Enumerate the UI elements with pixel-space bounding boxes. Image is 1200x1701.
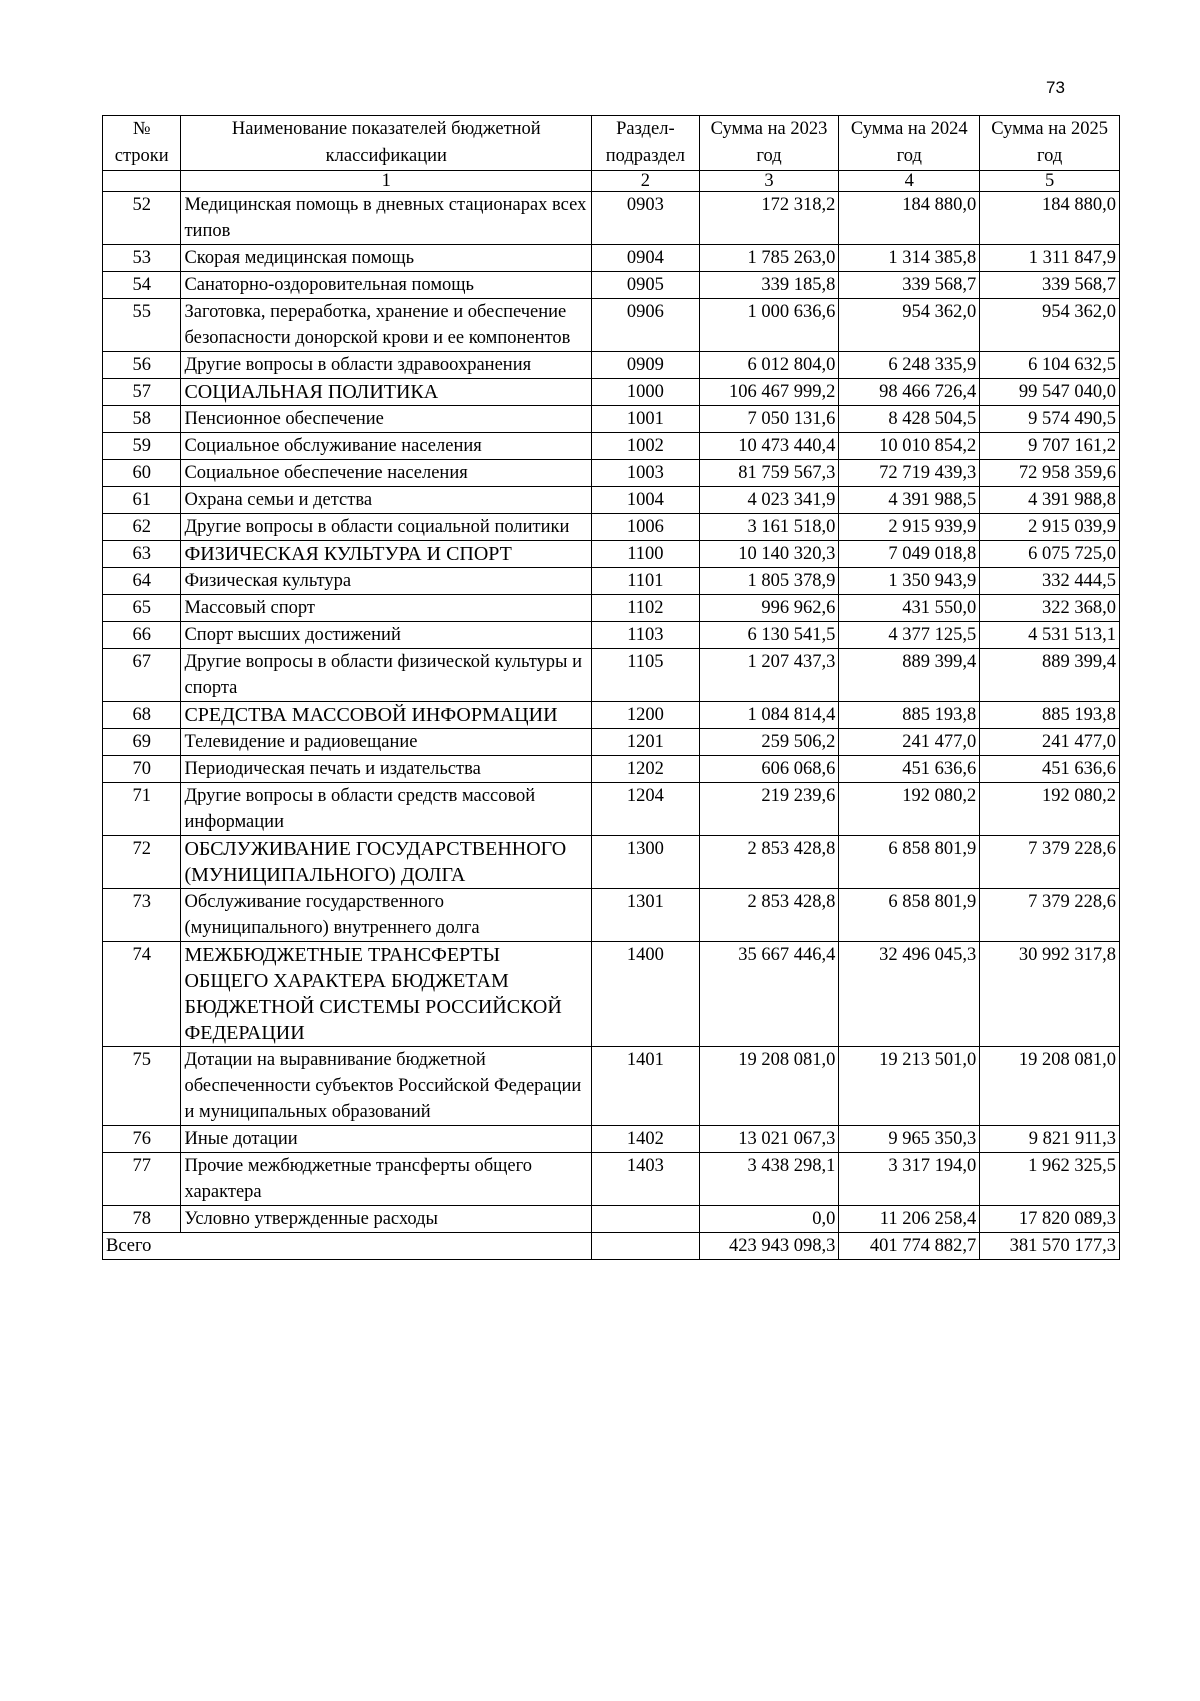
table-row: [103, 460, 1120, 487]
column-number: [103, 171, 181, 192]
row-number: 78: [103, 1206, 181, 1233]
row-number: 72: [103, 836, 181, 889]
row-number: 73: [103, 889, 181, 942]
sum-2024: 6 248 335,9: [839, 352, 980, 379]
table-row: [103, 433, 1120, 460]
sum-2023: 1 084 814,4: [699, 702, 839, 729]
row-number: 60: [103, 460, 181, 487]
sum-2024: 1 314 385,8: [839, 245, 980, 272]
sum-2023: 35 667 446,4: [699, 942, 839, 1047]
section-code: 1403: [592, 1153, 700, 1206]
table-row: [103, 568, 1120, 595]
table-row: [103, 245, 1120, 272]
sum-2023: 1 785 263,0: [699, 245, 839, 272]
table-row: [103, 514, 1120, 541]
section-code: 1204: [592, 783, 700, 836]
sum-2024: 98 466 726,4: [839, 379, 980, 406]
table-row: [103, 756, 1120, 783]
total-code-cell: [592, 1233, 700, 1260]
row-number: 58: [103, 406, 181, 433]
sum-2024: 241 477,0: [839, 729, 980, 756]
total-row: [103, 1233, 1120, 1260]
sum-2024: 954 362,0: [839, 299, 980, 352]
table-footer: [103, 1233, 1120, 1260]
row-number: 57: [103, 379, 181, 406]
total-2024: 401 774 882,7: [839, 1233, 980, 1260]
sum-2023: 1 207 437,3: [699, 649, 839, 702]
table-row: [103, 836, 1120, 889]
budget-table: [102, 115, 1120, 1260]
table-row: [103, 702, 1120, 729]
row-number: 63: [103, 541, 181, 568]
indicator-name: ОБСЛУЖИВАНИЕ ГОСУДАРСТВЕННОГО (МУНИЦИПАЛЬНОГО) ДОЛГА: [181, 836, 592, 889]
sum-2024: 1 350 943,9: [839, 568, 980, 595]
table-row: [103, 1206, 1120, 1233]
row-number: 54: [103, 272, 181, 299]
sum-2023: 4 023 341,9: [699, 487, 839, 514]
page-number: 73: [1046, 78, 1065, 97]
table-header: [103, 116, 1120, 192]
table-row: [103, 406, 1120, 433]
row-number: 71: [103, 783, 181, 836]
indicator-name: Массовый спорт: [181, 595, 592, 622]
table-row: [103, 487, 1120, 514]
indicator-name: ФИЗИЧЕСКАЯ КУЛЬТУРА И СПОРТ: [181, 541, 592, 568]
row-number: 56: [103, 352, 181, 379]
row-number: 75: [103, 1047, 181, 1126]
column-number: 3: [699, 171, 839, 192]
section-code: 1400: [592, 942, 700, 1047]
sum-2024: 19 213 501,0: [839, 1047, 980, 1126]
indicator-name: СРЕДСТВА МАССОВОЙ ИНФОРМАЦИИ: [181, 702, 592, 729]
indicator-name: Медицинская помощь в дневных стационарах всех типов: [181, 192, 592, 245]
header-sum-2023: Сумма на 2023 год: [699, 116, 839, 171]
sum-2025: 1 311 847,9: [980, 245, 1120, 272]
sum-2025: 17 820 089,3: [980, 1206, 1120, 1233]
sum-2024: 4 391 988,5: [839, 487, 980, 514]
indicator-name: Санаторно-оздоровительная помощь: [181, 272, 592, 299]
header-section-code: Раздел-подраздел: [592, 116, 700, 171]
header-sum-2024: Сумма на 2024 год: [839, 116, 980, 171]
section-code: 0903: [592, 192, 700, 245]
sum-2023: 2 853 428,8: [699, 836, 839, 889]
row-number: 74: [103, 942, 181, 1047]
sum-2025: 9 821 911,3: [980, 1126, 1120, 1153]
section-code: 1301: [592, 889, 700, 942]
sum-2023: 339 185,8: [699, 272, 839, 299]
sum-2023: 1 805 378,9: [699, 568, 839, 595]
table-row: [103, 352, 1120, 379]
indicator-name: Скорая медицинская помощь: [181, 245, 592, 272]
row-number: 62: [103, 514, 181, 541]
row-number: 59: [103, 433, 181, 460]
sum-2023: 996 962,6: [699, 595, 839, 622]
indicator-name: МЕЖБЮДЖЕТНЫЕ ТРАНСФЕРТЫ ОБЩЕГО ХАРАКТЕРА БЮДЖЕТАМ БЮДЖЕТНОЙ СИСТЕМЫ РОССИЙСКОЙ ФЕДЕРАЦИИ: [181, 942, 592, 1047]
sum-2025: 332 444,5: [980, 568, 1120, 595]
sum-2024: 8 428 504,5: [839, 406, 980, 433]
sum-2024: 339 568,7: [839, 272, 980, 299]
sum-2023: 6 130 541,5: [699, 622, 839, 649]
sum-2023: 1 000 636,6: [699, 299, 839, 352]
section-code: 1103: [592, 622, 700, 649]
table-row: [103, 889, 1120, 942]
sum-2024: 32 496 045,3: [839, 942, 980, 1047]
sum-2023: 3 438 298,1: [699, 1153, 839, 1206]
column-number: 4: [839, 171, 980, 192]
row-number: 69: [103, 729, 181, 756]
sum-2024: 9 965 350,3: [839, 1126, 980, 1153]
sum-2024: 889 399,4: [839, 649, 980, 702]
column-number: 2: [592, 171, 700, 192]
total-2023: 423 943 098,3: [699, 1233, 839, 1260]
section-code: 1102: [592, 595, 700, 622]
table-row: [103, 299, 1120, 352]
table-row: [103, 541, 1120, 568]
sum-2024: 451 636,6: [839, 756, 980, 783]
indicator-name: Другие вопросы в области средств массовой информации: [181, 783, 592, 836]
sum-2025: 241 477,0: [980, 729, 1120, 756]
sum-2023: 219 239,6: [699, 783, 839, 836]
indicator-name: Другие вопросы в области физической культуры и спорта: [181, 649, 592, 702]
sum-2025: 339 568,7: [980, 272, 1120, 299]
table-row: [103, 649, 1120, 702]
sum-2023: 0,0: [699, 1206, 839, 1233]
indicator-name: Дотации на выравнивание бюджетной обеспеченности субъектов Российской Федерации и муниципальных образований: [181, 1047, 592, 1126]
sum-2025: 4 531 513,1: [980, 622, 1120, 649]
sum-2025: 7 379 228,6: [980, 836, 1120, 889]
indicator-name: Условно утвержденные расходы: [181, 1206, 592, 1233]
sum-2025: 1 962 325,5: [980, 1153, 1120, 1206]
indicator-name: Периодическая печать и издательства: [181, 756, 592, 783]
sum-2023: 10 140 320,3: [699, 541, 839, 568]
table-row: [103, 1153, 1120, 1206]
section-code: 1401: [592, 1047, 700, 1126]
sum-2023: 6 012 804,0: [699, 352, 839, 379]
sum-2025: 889 399,4: [980, 649, 1120, 702]
indicator-name: Заготовка, переработка, хранение и обеспечение безопасности донорской крови и ее компонентов: [181, 299, 592, 352]
sum-2023: 606 068,6: [699, 756, 839, 783]
sum-2024: 4 377 125,5: [839, 622, 980, 649]
sum-2023: 10 473 440,4: [699, 433, 839, 460]
column-number-row: [103, 171, 1120, 192]
section-code: 1003: [592, 460, 700, 487]
section-code: 1004: [592, 487, 700, 514]
sum-2023: 2 853 428,8: [699, 889, 839, 942]
sum-2025: 9 707 161,2: [980, 433, 1120, 460]
table-row: [103, 622, 1120, 649]
sum-2025: 954 362,0: [980, 299, 1120, 352]
section-code: 1100: [592, 541, 700, 568]
section-code: 1105: [592, 649, 700, 702]
sum-2025: 2 915 039,9: [980, 514, 1120, 541]
sum-2023: 19 208 081,0: [699, 1047, 839, 1126]
section-code: [592, 1206, 700, 1233]
row-number: 77: [103, 1153, 181, 1206]
column-number: 1: [181, 171, 592, 192]
row-number: 66: [103, 622, 181, 649]
row-number: 70: [103, 756, 181, 783]
sum-2025: 885 193,8: [980, 702, 1120, 729]
sum-2025: 4 391 988,8: [980, 487, 1120, 514]
sum-2023: 106 467 999,2: [699, 379, 839, 406]
indicator-name: Спорт высших достижений: [181, 622, 592, 649]
sum-2025: 451 636,6: [980, 756, 1120, 783]
section-code: 1300: [592, 836, 700, 889]
sum-2024: 7 049 018,8: [839, 541, 980, 568]
indicator-name: Телевидение и радиовещание: [181, 729, 592, 756]
row-number: 68: [103, 702, 181, 729]
sum-2025: 192 080,2: [980, 783, 1120, 836]
sum-2024: 11 206 258,4: [839, 1206, 980, 1233]
sum-2024: 2 915 939,9: [839, 514, 980, 541]
indicator-name: Другие вопросы в области здравоохранения: [181, 352, 592, 379]
sum-2023: 13 021 067,3: [699, 1126, 839, 1153]
sum-2023: 81 759 567,3: [699, 460, 839, 487]
indicator-name: Другие вопросы в области социальной политики: [181, 514, 592, 541]
indicator-name: СОЦИАЛЬНАЯ ПОЛИТИКА: [181, 379, 592, 406]
sum-2025: 9 574 490,5: [980, 406, 1120, 433]
sum-2025: 99 547 040,0: [980, 379, 1120, 406]
sum-2025: 6 075 725,0: [980, 541, 1120, 568]
table-row: [103, 379, 1120, 406]
indicator-name: Обслуживание государственного (муниципального) внутреннего долга: [181, 889, 592, 942]
total-2025: 381 570 177,3: [980, 1233, 1120, 1260]
table-row: [103, 272, 1120, 299]
section-code: 1006: [592, 514, 700, 541]
indicator-name: Прочие межбюджетные трансферты общего характера: [181, 1153, 592, 1206]
sum-2024: 885 193,8: [839, 702, 980, 729]
section-code: 0909: [592, 352, 700, 379]
section-code: 1001: [592, 406, 700, 433]
indicator-name: Социальное обслуживание населения: [181, 433, 592, 460]
sum-2024: 184 880,0: [839, 192, 980, 245]
row-number: 53: [103, 245, 181, 272]
indicator-name: Социальное обеспечение населения: [181, 460, 592, 487]
column-number: 5: [980, 171, 1120, 192]
table-row: [103, 1126, 1120, 1153]
section-code: 1402: [592, 1126, 700, 1153]
indicator-name: Физическая культура: [181, 568, 592, 595]
sum-2025: 19 208 081,0: [980, 1047, 1120, 1126]
sum-2024: 192 080,2: [839, 783, 980, 836]
sum-2024: 6 858 801,9: [839, 889, 980, 942]
header-indicator-name: Наименование показателей бюджетной классификации: [181, 116, 592, 171]
row-number: 52: [103, 192, 181, 245]
sum-2024: 6 858 801,9: [839, 836, 980, 889]
section-code: 0905: [592, 272, 700, 299]
sum-2025: 184 880,0: [980, 192, 1120, 245]
sum-2025: 30 992 317,8: [980, 942, 1120, 1047]
sum-2025: 72 958 359,6: [980, 460, 1120, 487]
table-row: [103, 729, 1120, 756]
section-code: 1202: [592, 756, 700, 783]
sum-2024: 10 010 854,2: [839, 433, 980, 460]
row-number: 65: [103, 595, 181, 622]
total-label: Всего: [103, 1233, 592, 1260]
table-row: [103, 783, 1120, 836]
section-code: 1200: [592, 702, 700, 729]
row-number: 64: [103, 568, 181, 595]
sum-2024: 3 317 194,0: [839, 1153, 980, 1206]
section-code: 1000: [592, 379, 700, 406]
section-code: 1201: [592, 729, 700, 756]
sum-2025: 7 379 228,6: [980, 889, 1120, 942]
row-number: 67: [103, 649, 181, 702]
table-body: [103, 192, 1120, 1233]
header-sum-2025: Сумма на 2025 год: [980, 116, 1120, 171]
row-number: 61: [103, 487, 181, 514]
row-number: 55: [103, 299, 181, 352]
row-number: 76: [103, 1126, 181, 1153]
sum-2023: 259 506,2: [699, 729, 839, 756]
indicator-name: Охрана семьи и детства: [181, 487, 592, 514]
sum-2023: 3 161 518,0: [699, 514, 839, 541]
sum-2025: 322 368,0: [980, 595, 1120, 622]
indicator-name: Иные дотации: [181, 1126, 592, 1153]
sum-2024: 72 719 439,3: [839, 460, 980, 487]
section-code: 1002: [592, 433, 700, 460]
sum-2023: 7 050 131,6: [699, 406, 839, 433]
indicator-name: Пенсионное обеспечение: [181, 406, 592, 433]
sum-2023: 172 318,2: [699, 192, 839, 245]
section-code: 1101: [592, 568, 700, 595]
header-row-number: № строки: [103, 116, 181, 171]
table-row: [103, 595, 1120, 622]
sum-2024: 431 550,0: [839, 595, 980, 622]
table-row: [103, 1047, 1120, 1126]
table-row: [103, 192, 1120, 245]
section-code: 0904: [592, 245, 700, 272]
table-row: [103, 942, 1120, 1047]
section-code: 0906: [592, 299, 700, 352]
sum-2025: 6 104 632,5: [980, 352, 1120, 379]
